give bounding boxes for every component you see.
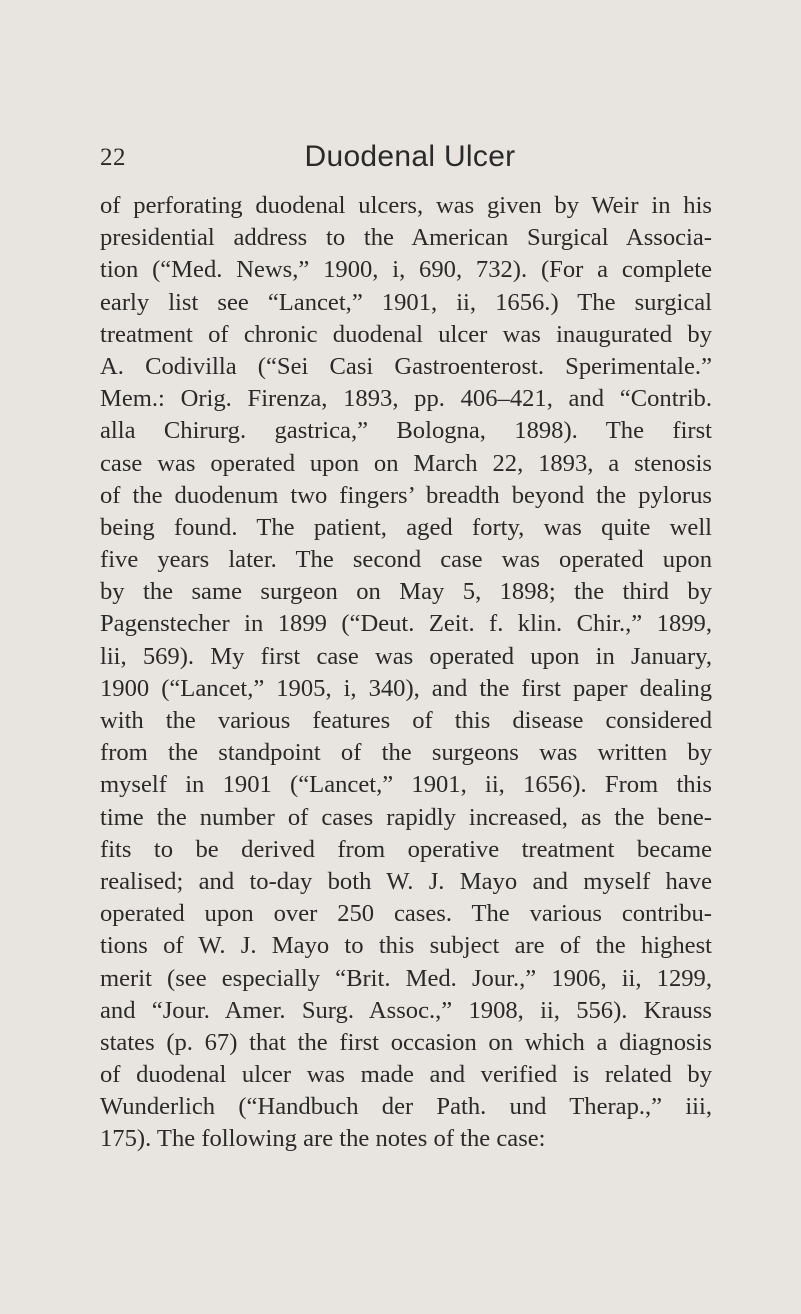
text-line: by the same surgeon on May 5, 1898; the third by <box>100 578 712 606</box>
text-line: tion (“Med. News,” 1900, i, 690, 732). (For a complete <box>100 256 712 284</box>
page-number: 22 <box>100 144 126 171</box>
running-head <box>100 140 720 180</box>
text-line: of the duodenum two fingers’ breadth beyond the pylorus <box>100 481 712 509</box>
text-line: 1900 (“Lancet,” 1905, i, 340), and the first paper dealing <box>100 674 712 702</box>
text-line: case was operated upon on March 22, 1893, a stenosis <box>100 449 712 477</box>
text-line: realised; and to-day both W. J. Mayo and myself have <box>100 867 712 895</box>
body-paragraph <box>100 190 712 1156</box>
text-line: myself in 1901 (“Lancet,” 1901, ii, 1656). From this <box>100 771 712 799</box>
text-line: 175). The following are the notes of the case: <box>100 1125 546 1153</box>
text-line: early list see “Lancet,” 1901, ii, 1656.) The surgical <box>100 288 712 316</box>
text-line: from the standpoint of the surgeons was written by <box>100 739 712 767</box>
text-line: Wunderlich (“Handbuch der Path. und Therap.,” iii, <box>100 1093 712 1121</box>
text-line: fits to be derived from operative treatment became <box>100 835 712 863</box>
text-line: treatment of chronic duodenal ulcer was inaugurated by <box>100 320 712 348</box>
text-line: alla Chirurg. gastrica,” Bologna, 1898). The first <box>100 417 712 445</box>
text-line: being found. The patient, aged forty, was quite well <box>100 513 712 541</box>
text-line: with the various features of this disease considered <box>100 707 712 734</box>
text-line: tions of W. J. Mayo to this subject are of the highest <box>100 932 712 960</box>
text-line: states (p. 67) that the first occasion on which a diagnosis <box>100 1028 712 1056</box>
text-line: and “Jour. Amer. Surg. Assoc.,” 1908, ii, 556). Krauss <box>100 996 712 1024</box>
text-line: A. Codivilla (“Sei Casi Gastroenterost. Sperimentale.” <box>100 352 712 380</box>
text-line: lii, 569). My first case was operated upon in January, <box>100 642 712 670</box>
text-line: time the number of cases rapidly increased, as the bene- <box>100 803 712 831</box>
text-line: five years later. The second case was operated upon <box>100 546 712 574</box>
text-line: of duodenal ulcer was made and verified is related by <box>100 1061 712 1089</box>
text-line: of perforating duodenal ulcers, was given by Weir in his <box>100 192 712 219</box>
text-line: Mem.: Orig. Firenza, 1893, pp. 406–421, and “Contrib. <box>100 385 712 413</box>
text-line: Pagenstecher in 1899 (“Deut. Zeit. f. klin. Chir.,” 1899, <box>100 610 712 638</box>
running-title: Duodenal Ulcer <box>304 140 516 173</box>
text-line: merit (see especially “Brit. Med. Jour.,” 1906, ii, 1299, <box>100 964 712 992</box>
text-line: presidential address to the American Surgical Associa- <box>100 224 712 252</box>
text-line: operated upon over 250 cases. The various contribu- <box>100 900 712 928</box>
